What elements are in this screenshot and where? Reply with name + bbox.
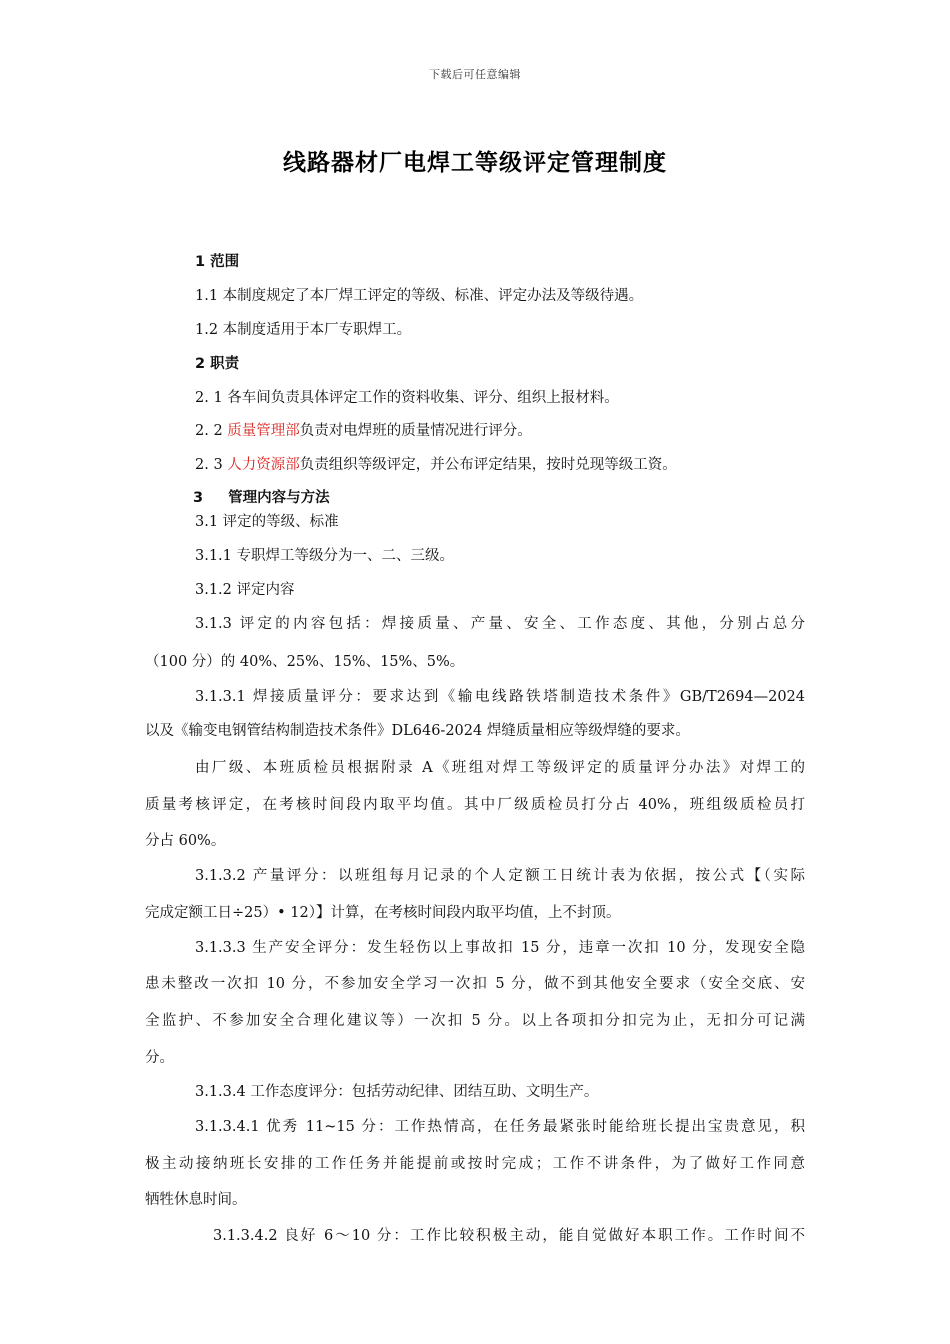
clause-3-1-1: 3.1.1 专职焊工等级分为一、二、三级。 bbox=[195, 548, 455, 564]
clause-1-1: 1.1 本制度规定了本厂焊工评定的等级、标准、评定办法及等级待遇。 bbox=[195, 288, 644, 304]
clause-3-1-2: 3.1.2 评定内容 bbox=[195, 582, 295, 598]
department-highlight: 质量管理部 bbox=[227, 423, 300, 439]
paragraph-line: 全监护、不参加安全合理化建议等）一次扣 5 分。以上各项扣分扣完为止，无扣分可记满 bbox=[145, 1013, 805, 1029]
paragraph-line: 患未整改一次扣 10 分，不参加安全学习一次扣 5 分，做不到其他安全要求（安全交底、安 bbox=[145, 976, 805, 992]
clause-1-2: 1.2 本制度适用于本厂专职焊工。 bbox=[195, 322, 412, 338]
clause-3-1: 3.1 评定的等级、标准 bbox=[195, 514, 339, 530]
clause-text: 负责对电焊班的质量情况进行评分。 bbox=[299, 423, 532, 439]
clause-number: 2. 2 bbox=[195, 423, 228, 439]
paragraph-line: 分占 60%。 bbox=[145, 833, 226, 849]
download-note: 下载后可任意编辑 bbox=[429, 68, 521, 81]
paragraph-line: 质量考核评定，在考核时间段内取平均值。其中厂级质检员打分占 40%，班组级质检员打 bbox=[145, 797, 805, 813]
paragraph-line: 牺牲休息时间。 bbox=[145, 1192, 247, 1208]
clause-text: 负责组织等级评定，并公布评定结果，按时兑现等级工资。 bbox=[299, 457, 677, 473]
clause-2-1: 2. 1 各车间负责具体评定工作的资料收集、评分、组织上报材料。 bbox=[195, 390, 619, 406]
clause-3-1-3-4-2: 3.1.3.4.2 良好 6～10 分：工作比较积极主动，能自觉做好本职工作。工作时间不 bbox=[213, 1228, 805, 1244]
section-heading-management bbox=[193, 486, 853, 507]
clause-3-1-3-3: 3.1.3.3 生产安全评分：发生轻伤以上事故扣 15 分，违章一次扣 10 分，发现安全隐 bbox=[195, 940, 805, 956]
document-title: 线路器材厂电焊工等级评定管理制度 bbox=[283, 150, 667, 176]
clause-3-1-3-1-cont: 以及《输变电钢管结构制造技术条件》DL646-2024 焊缝质量相应等级焊缝的要求。 bbox=[145, 723, 690, 739]
clause-3-1-3-2-cont: 完成定额工日÷25）• 12）】计算，在考核时间段内取平均值，上不封顶。 bbox=[145, 905, 621, 921]
clause-3-1-3-4: 3.1.3.4 工作态度评分：包括劳动纪律、团结互助、文明生产。 bbox=[195, 1084, 599, 1100]
clause-3-1-3: 3.1.3 评定的内容包括：焊接质量、产量、安全、工作态度、其他，分别占总分 bbox=[195, 616, 805, 632]
clause-2-2 bbox=[195, 419, 855, 440]
clause-3-1-3-cont: （100 分）的 40%、25%、15%、15%、5%。 bbox=[145, 654, 465, 670]
clause-3-1-3-2: 3.1.3.2 产量评分：以班组每月记录的个人定额工日统计表为依据，按公式【（实际 bbox=[195, 868, 805, 884]
paragraph-line: 分。 bbox=[145, 1050, 174, 1066]
department-highlight: 人力资源部 bbox=[227, 457, 300, 473]
section-heading-scope: 1 范围 bbox=[195, 254, 240, 270]
clause-2-3 bbox=[195, 453, 855, 474]
paragraph-line: 由厂级、本班质检员根据附录 A《班组对焊工等级评定的质量评分办法》对焊工的 bbox=[195, 760, 805, 776]
section-number: 3 bbox=[193, 490, 204, 506]
section-title: 管理内容与方法 bbox=[228, 490, 330, 506]
clause-3-1-3-1: 3.1.3.1 焊接质量评分：要求达到《输电线路铁塔制造技术条件》GB/T2694—2024 bbox=[195, 689, 805, 705]
clause-3-1-3-4-1: 3.1.3.4.1 优秀 11~15 分：工作热情高，在任务最紧张时能给班长提出宝贵意见，积 bbox=[195, 1119, 805, 1135]
paragraph-line: 极主动接纳班长安排的工作任务并能提前或按时完成；工作不讲条件，为了做好工作同意 bbox=[145, 1156, 805, 1172]
section-heading-duties: 2 职责 bbox=[195, 356, 240, 372]
clause-number: 2. 3 bbox=[195, 457, 228, 473]
